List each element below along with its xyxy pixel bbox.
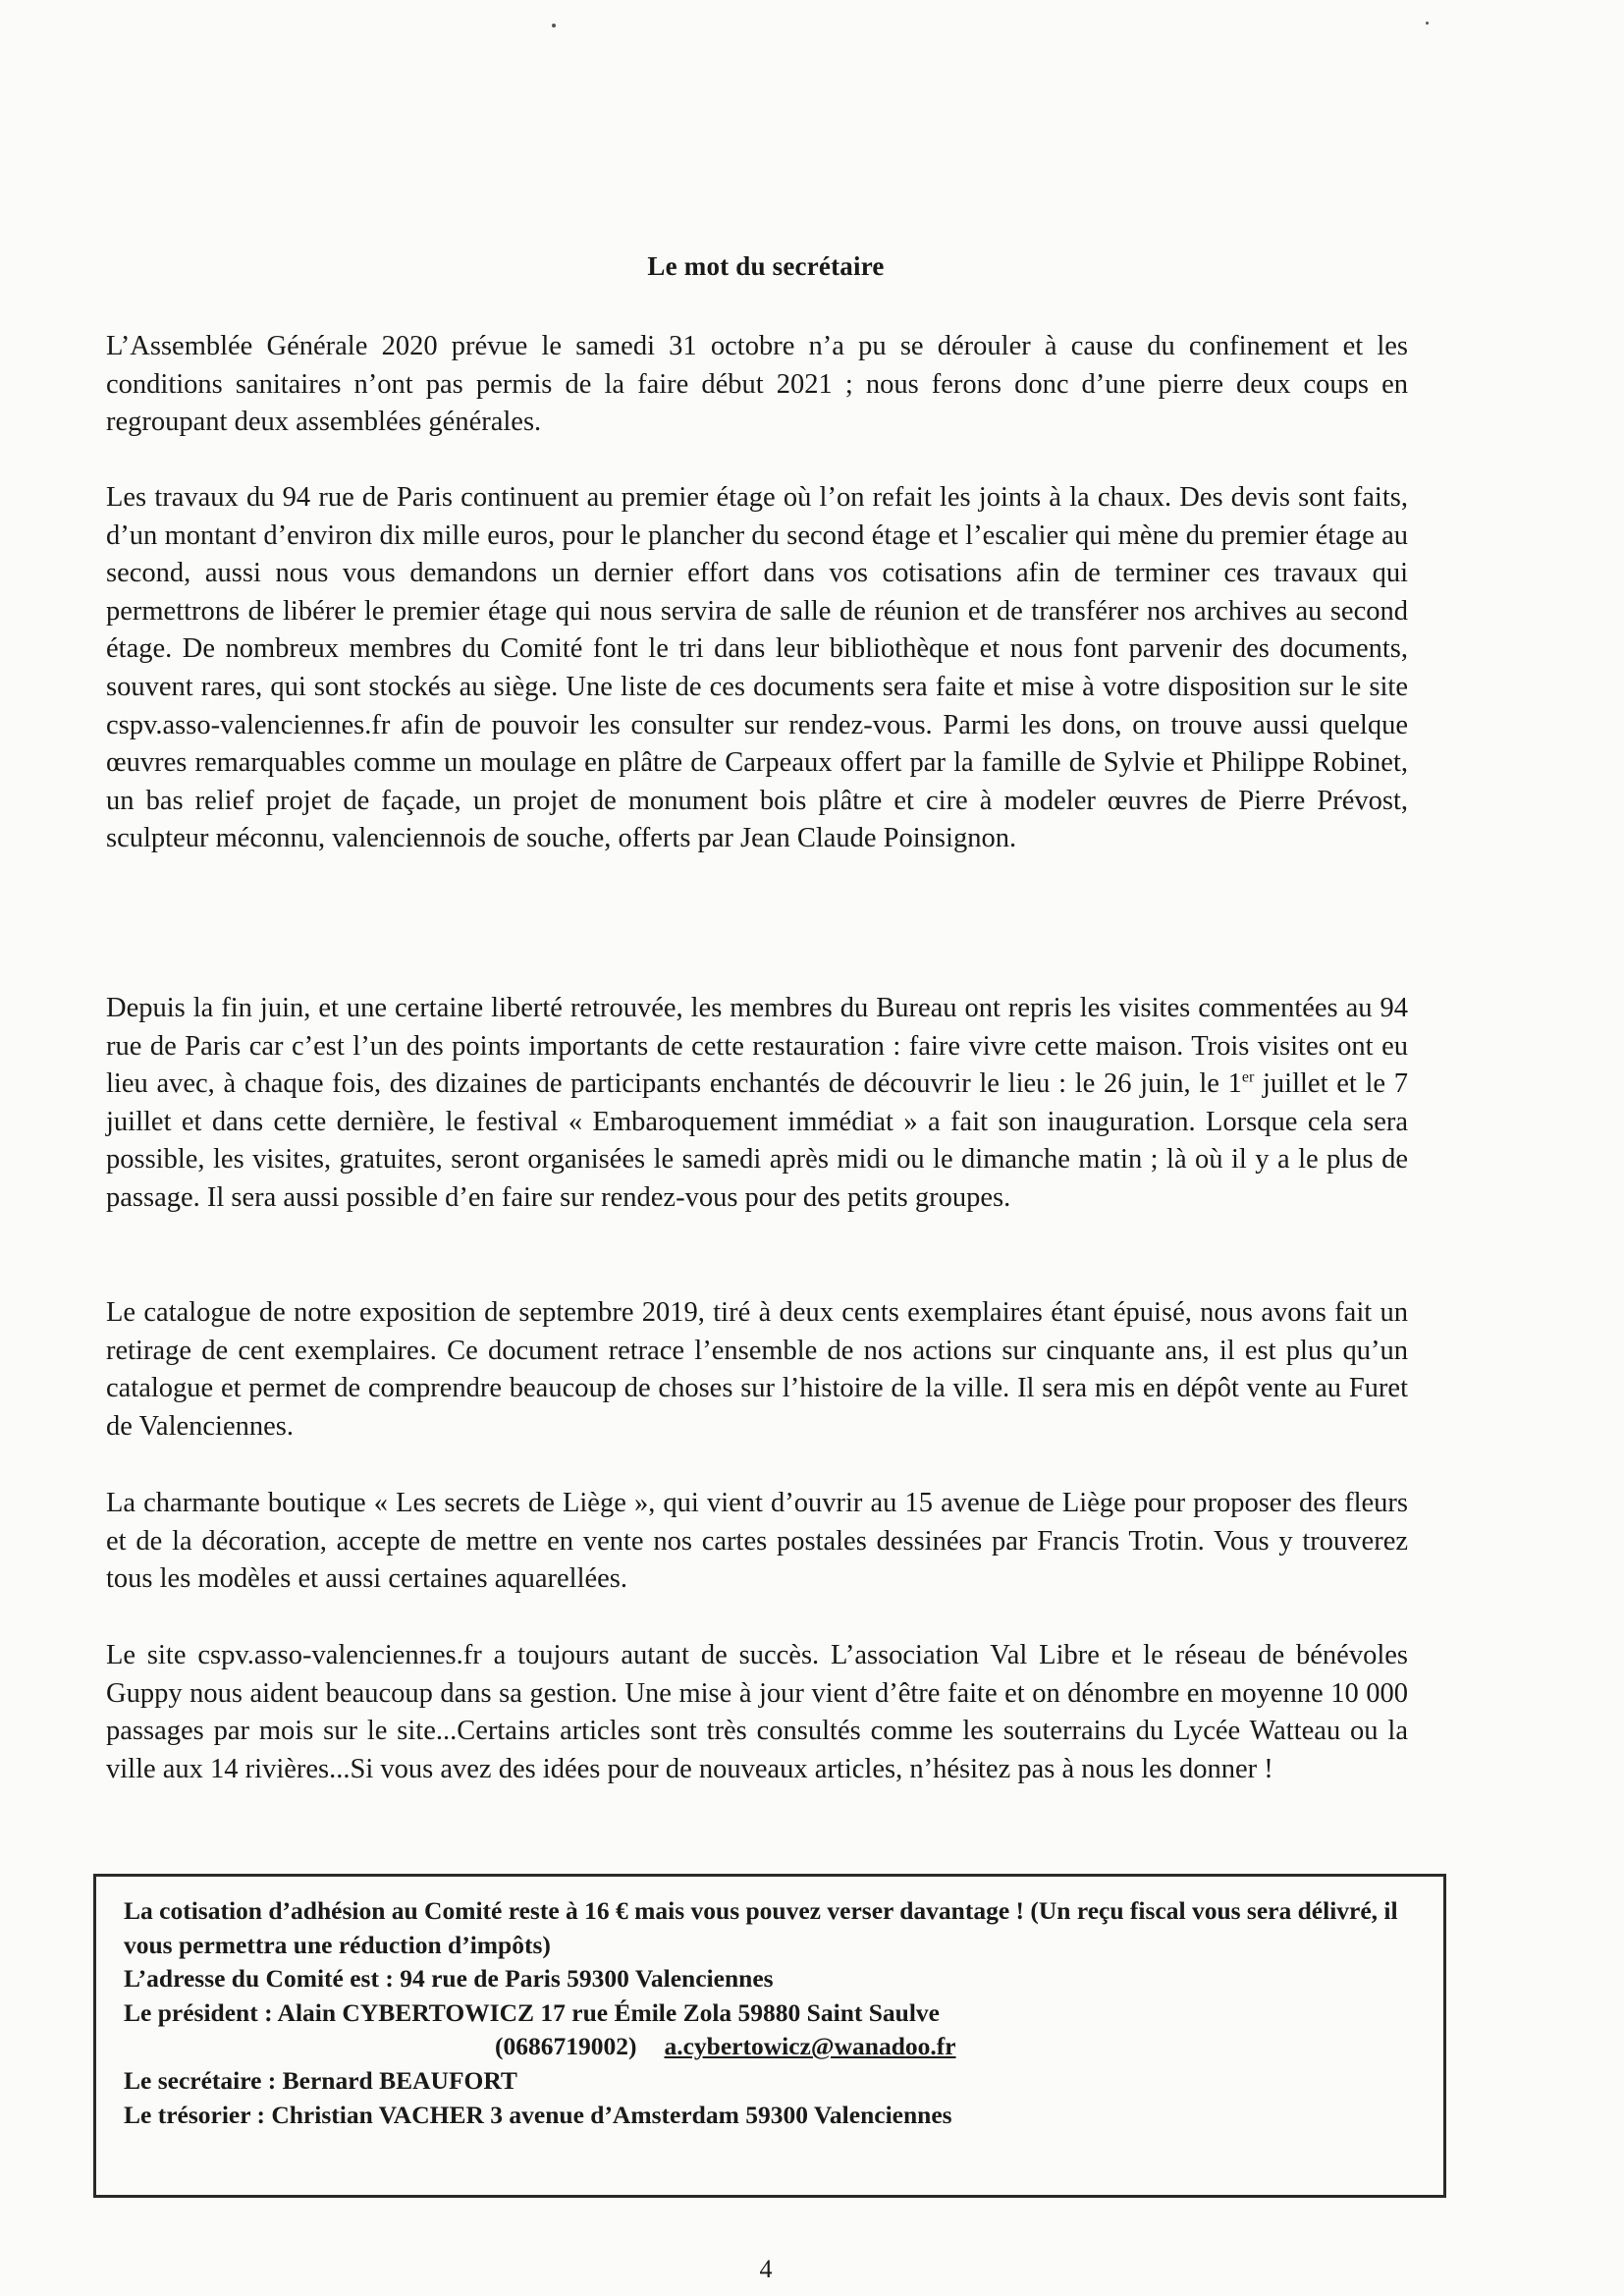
page-number: 4	[759, 2255, 773, 2283]
ordinal-superscript: er	[1241, 1068, 1255, 1086]
page-title: Le mot du secrétaire	[647, 251, 885, 281]
committee-address: L’adresse du Comité est : 94 rue de Paris 59300 Valenciennes	[124, 1964, 774, 1994]
paragraph-site: Le site cspv.asso-valenciennes.fr a toujours autant de succès. L’association Val Libre et le réseau de bénévoles Guppy nous aident beaucoup dans sa gestion. Une mise à jour vient d’être faite et on dénombre en moyenne 10 000 passages par mois sur le site...Certains articles sont très consultés comme les souterrains du Lycée Watteau ou la ville aux 14 rivières...Si vous avez des idées pour de nouveaux articles, n’hésitez pas à nous les donner !	[106, 1640, 1408, 1784]
paragraph-catalogue: Le catalogue de notre exposition de septembre 2019, tiré à deux cents exemplaires étant épuisé, nous avons fait un retirage de cent exemplaires. Ce document retrace l’ensemble de nos actions sur cinquante ans, il est plus qu’un catalogue et permet de comprendre beaucoup de choses sur l’histoire de la ville. Il sera mis en dépôt vente au Furet de Valenciennes.	[106, 1297, 1408, 1442]
paragraph-visites-part-2: juillet et le 7 juillet et dans cette dernière, le festival « Embaroquement immédiat » a fait son inauguration. Lorsque cela sera possible, les visites, gratuites, seront organisées le samedi après midi ou le dimanche matin ; là où il y a le plus de passage. Il sera aussi possible d’en faire sur rendez-vous pour des petits groupes.	[106, 1068, 1408, 1213]
treasurer-line: Le trésorier : Christian VACHER 3 avenue d’Amsterdam 59300 Valenciennes	[124, 2100, 952, 2129]
secretary-line: Le secrétaire : Bernard BEAUFORT	[124, 2065, 517, 2095]
president-phone: (0686719002)	[495, 2032, 637, 2061]
president-line: Le président : Alain CYBERTOWICZ 17 rue Émile Zola 59880 Saint Saulve	[124, 1997, 941, 2027]
president-email-link[interactable]: a.cybertowicz@wanadoo.fr	[664, 2032, 956, 2061]
paragraph-visites	[106, 990, 1408, 1218]
cotisation-note: La cotisation d’adhésion au Comité reste à 16 € mais vous pouvez verser davantage ! (Un reçu fiscal vous sera délivré, il vous permettra une réduction d’impôts)	[124, 1896, 1398, 1959]
paragraph-visites-part-1: Depuis la fin juin, et une certaine liberté retrouvée, les membres du Bureau ont repris les visites commentées au 94 rue de Paris car c’est l’un des points importants de cette restauration : faire vivre cette maison. Trois visites ont eu lieu avec, à chaque fois, des dizaines de participants enchantés de découvrir le lieu : le 26 juin, le 1	[106, 993, 1408, 1100]
scan-speck	[1426, 22, 1429, 25]
info-box-content	[124, 1894, 1420, 2132]
president-contact	[124, 2030, 1420, 2064]
paragraph-assemblee: L’Assemblée Générale 2020 prévue le samedi 31 octobre n’a pu se dérouler à cause du confinement et les conditions sanitaires n’ont pas permis de la faire début 2021 ; nous ferons donc d’une pierre deux coups en regroupant deux assemblées générales.	[106, 331, 1408, 438]
paragraph-boutique: La charmante boutique « Les secrets de Liège », qui vient d’ouvrir au 15 avenue de Liège pour proposer des fleurs et de la décoration, accepte de mettre en vente nos cartes postales dessinées par Francis Trotin. Vous y trouverez tous les modèles et aussi certaines aquarellées.	[106, 1488, 1408, 1595]
paragraph-travaux: Les travaux du 94 rue de Paris continuent au premier étage où l’on refait les joints à la chaux. Des devis sont faits, d’un montant d’environ dix mille euros, pour le plancher du second étage et l’escalier qui mène du premier étage au second, aussi nous vous demandons un dernier effort dans vos cotisations afin de terminer ces travaux qui permettrons de libérer le premier étage qui nous servira de salle de réunion et de transférer nos archives au second étage. De nombreux membres du Comité font le tri dans leur bibliothèque et nous font parvenir des documents, souvent rares, qui sont stockés au siège. Une liste de ces documents sera faite et mise à votre disposition sur le site cspv.asso-valenciennes.fr afin de pouvoir les consulter sur rendez-vous. Parmi les dons, on trouve aussi quelque œuvres remarquables comme un moulage en plâtre de Carpeaux offert par la famille de Sylvie et Philippe Robinet, un bas relief projet de façade, un projet de monument bois plâtre et cire à modeler œuvres de Pierre Prévost, sculpteur méconnu, valenciennois de souche, offerts par Jean Claude Poinsignon.	[106, 482, 1408, 854]
info-box	[93, 1874, 1446, 2198]
scan-speck	[552, 24, 556, 27]
